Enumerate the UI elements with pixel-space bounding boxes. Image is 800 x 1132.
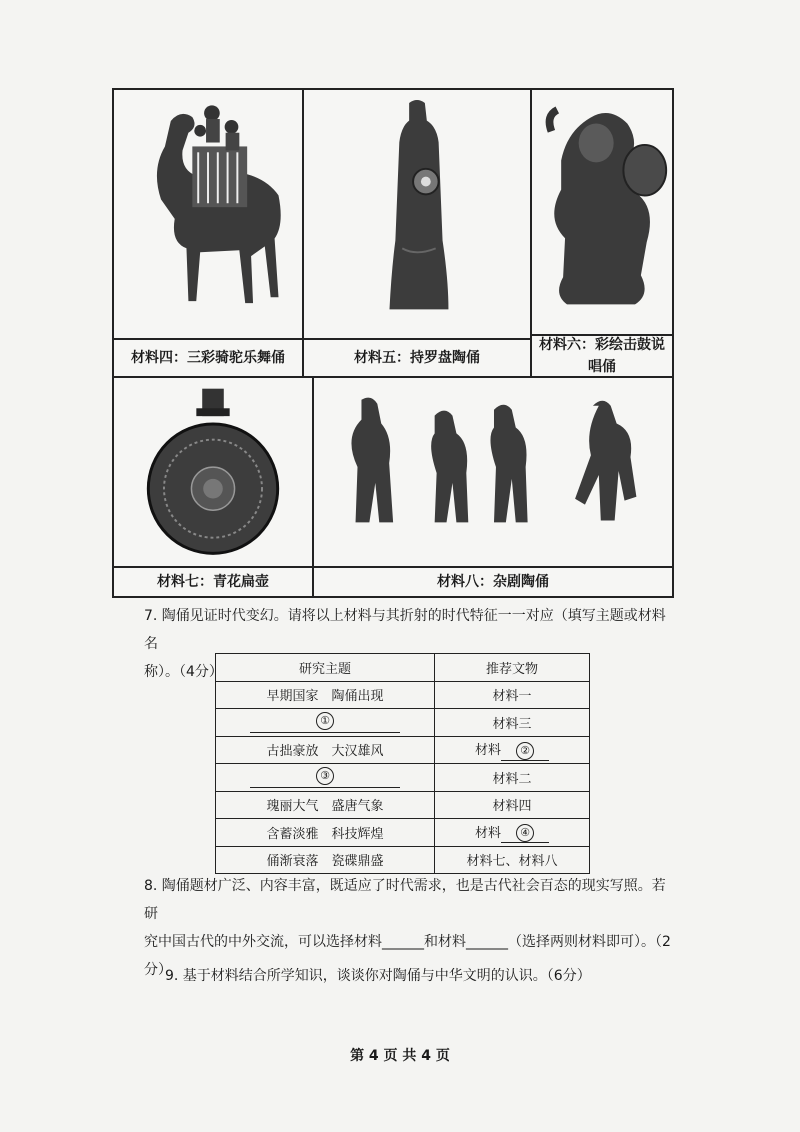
material-8-caption: 材料八：杂剧陶俑 (314, 566, 672, 596)
material-7-cell (112, 376, 314, 598)
theme-blank-cell (216, 764, 435, 792)
theme-artifact-table (215, 653, 590, 874)
question-8-line3: 分） (144, 962, 172, 978)
table-header-item: 推荐文物 (435, 654, 590, 682)
question-8-line1: 8. 陶俑题材广泛、内容丰富，既适应了时代需求，也是古代社会百态的现实写照。若研 (144, 878, 666, 922)
material-4-caption: 材料四：三彩骑驼乐舞俑 (114, 338, 302, 376)
blank-4[interactable] (501, 824, 549, 843)
item-blank-cell (435, 819, 590, 847)
theme-cell: 俑渐衰落 瓷碟鼎盛 (216, 846, 435, 874)
table-row (216, 791, 590, 819)
table-row (216, 709, 590, 737)
blank-3[interactable] (250, 767, 400, 788)
table-row (216, 846, 590, 874)
theme-cell: 古拙豪放 大汉雄风 (216, 736, 435, 764)
opera-figurines-image (314, 378, 672, 566)
material-6-caption-line2: 唱俑 (588, 359, 616, 375)
item-prefix: 材料 (474, 825, 501, 841)
theme-cell: 早期国家 陶俑出现 (216, 681, 435, 709)
table-row (216, 736, 590, 764)
table-row (216, 764, 590, 792)
blank-2[interactable] (501, 742, 549, 761)
material-5-caption: 材料五：持罗盘陶俑 (304, 338, 530, 376)
item-cell: 材料三 (435, 709, 590, 737)
circle-number-2: ② (516, 742, 534, 760)
material-5-cell (302, 88, 532, 378)
item-cell: 材料七、材料八 (435, 846, 590, 874)
blank-1[interactable] (250, 712, 400, 733)
item-cell: 材料一 (435, 681, 590, 709)
drum-storyteller-figurine-image (532, 90, 672, 334)
materials-grid (112, 88, 674, 598)
question-7-line2: 称）。（4分） (144, 664, 223, 680)
item-blank-cell (435, 736, 590, 764)
page-number-footer: 第 4 页 共 4 页 (350, 1048, 450, 1064)
question-8-line2: 究中国古代的中外交流，可以选择材料______和材料______（选择两则材料即可）。（2 (144, 934, 671, 950)
material-6-cell (530, 88, 674, 378)
table-header-row (216, 654, 590, 682)
material-4-cell (112, 88, 304, 378)
camel-figurine-image (114, 90, 302, 338)
table-row (216, 681, 590, 709)
material-6-caption-line1: 材料六：彩绘击鼓说 (539, 337, 665, 353)
theme-cell: 瑰丽大气 盛唐气象 (216, 791, 435, 819)
item-prefix: 材料 (474, 743, 501, 758)
theme-cell: 含蓄淡雅 科技辉煌 (216, 819, 435, 847)
material-8-cell (312, 376, 674, 598)
material-7-caption: 材料七：青花扁壶 (114, 566, 312, 596)
theme-blank-cell (216, 709, 435, 737)
table-header-theme: 研究主题 (216, 654, 435, 682)
circle-number-4: ④ (516, 824, 534, 842)
circle-number-3: ③ (316, 767, 334, 785)
circle-number-1: ① (316, 712, 334, 730)
material-6-caption (532, 334, 672, 376)
question-7-line1: 7. 陶俑见证时代变幻。请将以上材料与其折射的时代特征一一对应（填写主题或材料名 (144, 608, 666, 652)
blue-white-flask-image (114, 378, 312, 566)
item-cell: 材料二 (435, 764, 590, 792)
item-cell: 材料四 (435, 791, 590, 819)
compass-figurine-image (304, 90, 530, 338)
question-9: 9. 基于材料结合所学知识，谈谈你对陶俑与中华文明的认识。（6分） (165, 968, 591, 984)
table-row (216, 819, 590, 847)
